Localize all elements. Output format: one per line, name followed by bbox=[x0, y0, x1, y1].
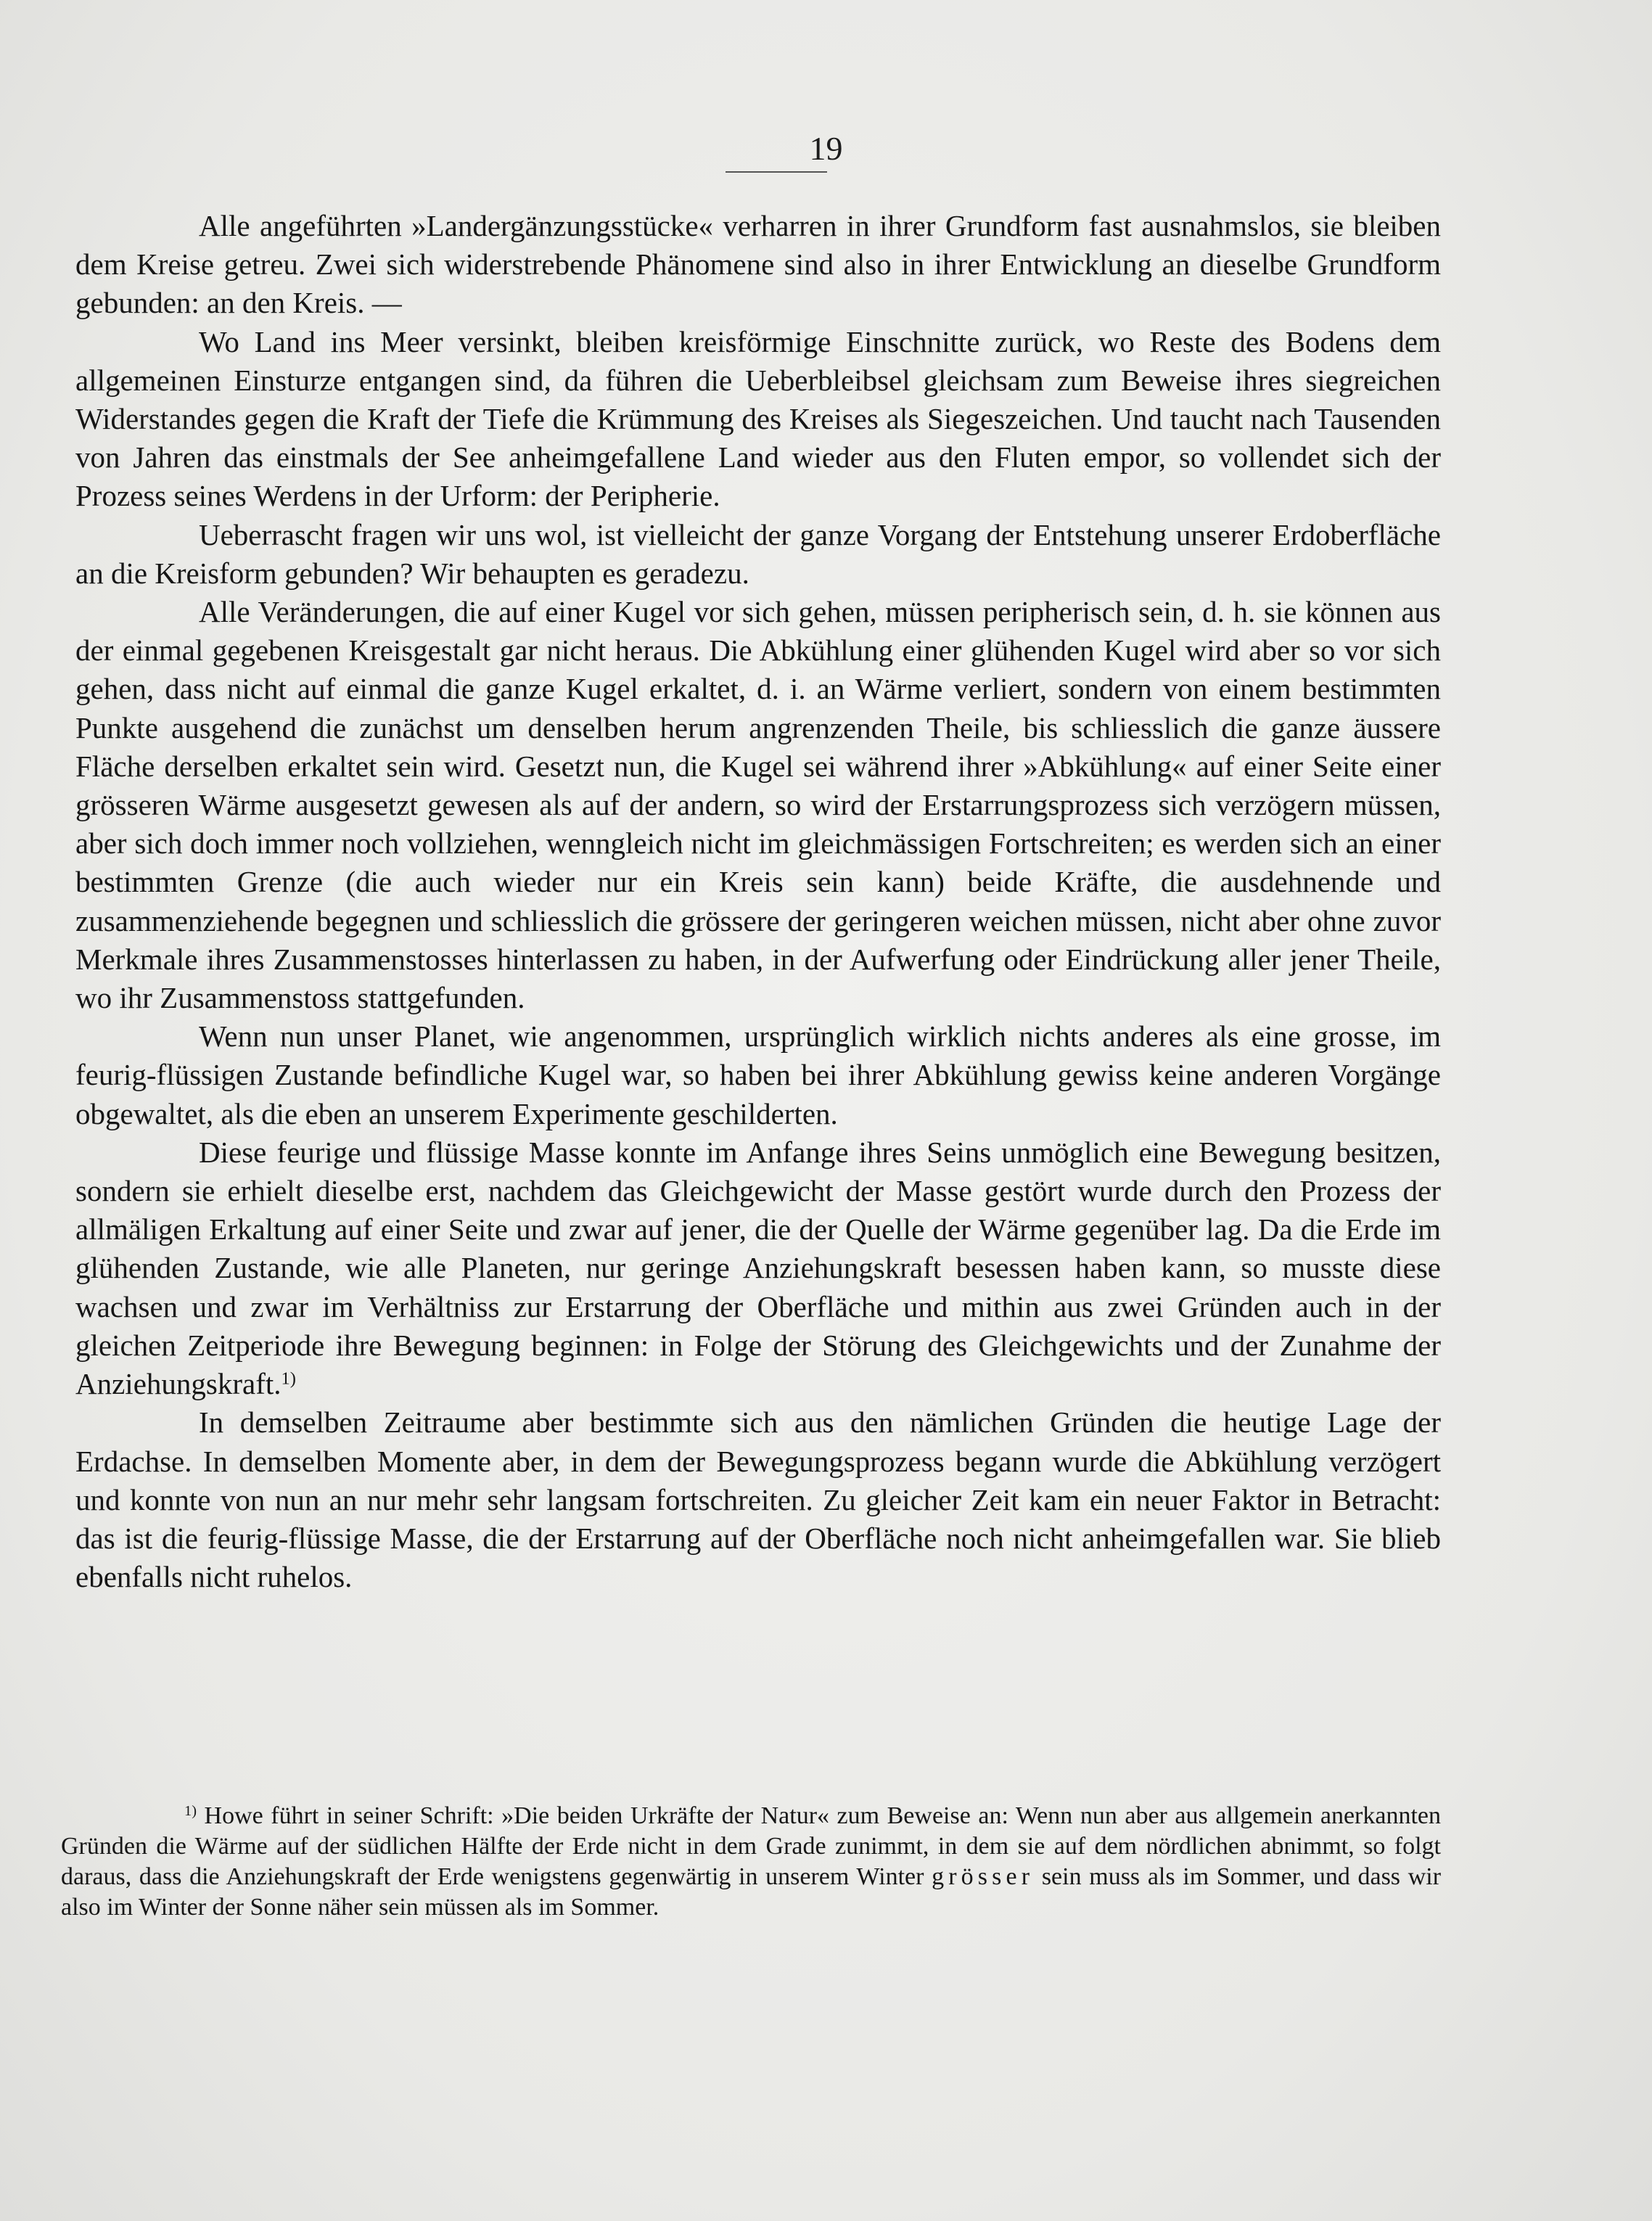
footnotes bbox=[61, 1801, 1441, 1923]
paragraph-5: Wenn nun unser Planet, wie angenommen, ursprünglich wirklich nichts anderes als eine grosse, im feurig-flüssigen Zustande befindliche Kugel war, so haben bei ihrer Abkühlung gewiss keine anderen Vorgänge obgewaltet, als die eben an unserem Experimente geschilderten. bbox=[75, 1019, 1441, 1130]
footnote-reference: 1) bbox=[281, 1368, 296, 1389]
paragraph-6 bbox=[75, 1133, 1441, 1403]
page-number-rule bbox=[726, 171, 827, 173]
paragraph-4: Alle Veränderungen, die auf einer Kugel vor sich gehen, müssen peripherisch sein, d. h. sie können aus der einmal gegebenen Kreisgestalt gar nicht heraus. Die Abkühlung einer glühenden Kugel wird aber so vor sich gehen, dass nicht auf einmal die ganze Kugel erkaltet, d. i. an Wärme verliert, sondern von einem bestimmten Punkte ausgehend die zunächst um denselben herum angrenzenden Theile, bis schliesslich die ganze äussere Fläche derselben erkaltet sein wird. Gesetzt nun, die Kugel sei während ihrer »Abkühlung« auf einer Seite einer grösseren Wärme ausgesetzt gewesen als auf der andern, so wird der Erstarrungsprozess sich verzögern müssen, aber sich doch immer noch vollziehen, wenngleich nicht im gleichmässigen Fortschreiten; es werden sich an einer bestimmten Grenze (die auch wieder nur ein Kreis sein kann) beide Kräfte, die ausdehnende und zusammenziehende begegnen und schliesslich die grössere der geringeren weichen müssen, nicht aber ohne zuvor Merkmale ihres Zusammenstosses hinterlassen zu haben, in der Aufwerfung oder Eindrückung aller jener Theile, wo ihr Zusammenstoss stattgefunden. bbox=[75, 595, 1441, 1015]
footnote-marker: 1) bbox=[184, 1802, 197, 1819]
paragraph-2: Wo Land ins Meer versinkt, bleiben kreisförmige Einschnitte zurück, wo Reste des Bodens dem allgemeinen Einsturze entgangen sind, da führen die Ueberbleibsel gleichsam zum Beweise ihres siegreichen Widerstandes gegen die Kraft der Tiefe die Krümmung des Kreises als Siegeszeichen. Und taucht nach Tausenden von Jahren das einstmals der See anheimgefallene Land wieder aus den Fluten empor, so vollendet sich der Prozess seines Werdens in der Urform: der Peripherie. bbox=[75, 324, 1441, 513]
footnote-1 bbox=[61, 1801, 1441, 1923]
footnote-text-after: sein muss als im Sommer, und dass wir also im Winter der Sonne näher sein müssen als im Sommer. bbox=[61, 1863, 1442, 1921]
page-number: 19 bbox=[809, 130, 843, 167]
paragraph-7: In demselben Zeitraume aber bestimmte sich aus den nämlichen Gründen die heutige Lage der Erdachse. In demselben Momente aber, in dem der Bewegungsprozess begann wurde die Abkühlung verzögert und konnte von nun an nur mehr sehr langsam fortschreiten. Zu gleicher Zeit kam ein neuer Faktor in Betracht: das ist die feurig-flüssige Masse, die der Erstarrung auf der Oberfläche noch nicht anheimgefallen war. Sie blieb ebenfalls nicht ruhelos. bbox=[75, 1405, 1441, 1594]
footnote-text-before: Howe führt in seiner Schrift: »Die beiden Urkräfte der Natur« zum Beweise an: Wenn nun aber aus allgemein anerkannten Gründen die Wärme auf der südlichen Hälfte der Erde nicht in dem Grade zunimmt, in dem sie auf dem nördlichen abnimmt, so folgt daraus, dass die Anziehungskraft der Erde wenigstens gegenwärtig in unserem Winter bbox=[61, 1802, 1441, 1890]
paragraph-6-text: Diese feurige und flüssige Masse konnte im Anfange ihres Seins unmöglich eine Bewegung besitzen, sondern sie erhielt dieselbe erst, nachdem das Gleichgewicht der Masse gestört wurde durch den Prozess der allmäligen Erkaltung auf einer Seite und zwar auf jener, die der Quelle der Wärme gegenüber lag. Da die Erde im glühenden Zustande, wie alle Planeten, nur geringe Anziehungskraft besessen haben kann, so musste diese wachsen und zwar im Verhältniss zur Erstarrung der Oberfläche und mithin aus zwei Gründen auch in der gleichen Zeitperiode ihre Bewegung beginnen: in Folge der Störung des Gleichgewichts und der Zunahme der Anziehungskraft. bbox=[75, 1135, 1441, 1401]
paragraph-3: Ueberrascht fragen wir uns wol, ist vielleicht der ganze Vorgang der Entstehung unserer Erdoberfläche an die Kreisform gebunden? Wir behaupten es geradezu. bbox=[75, 517, 1441, 590]
footnote-emphasis: grösser bbox=[932, 1863, 1035, 1890]
paragraph-1: Alle angeführten »Landergänzungsstücke« verharren in ihrer Grundform fast ausnahmslos, sie bleiben dem Kreise getreu. Zwei sich widerstrebende Phänomene sind also in ihrer Entwicklung an dieselbe Grundform gebunden: an den Kreis. — bbox=[75, 209, 1441, 320]
body-text bbox=[75, 207, 1441, 1596]
